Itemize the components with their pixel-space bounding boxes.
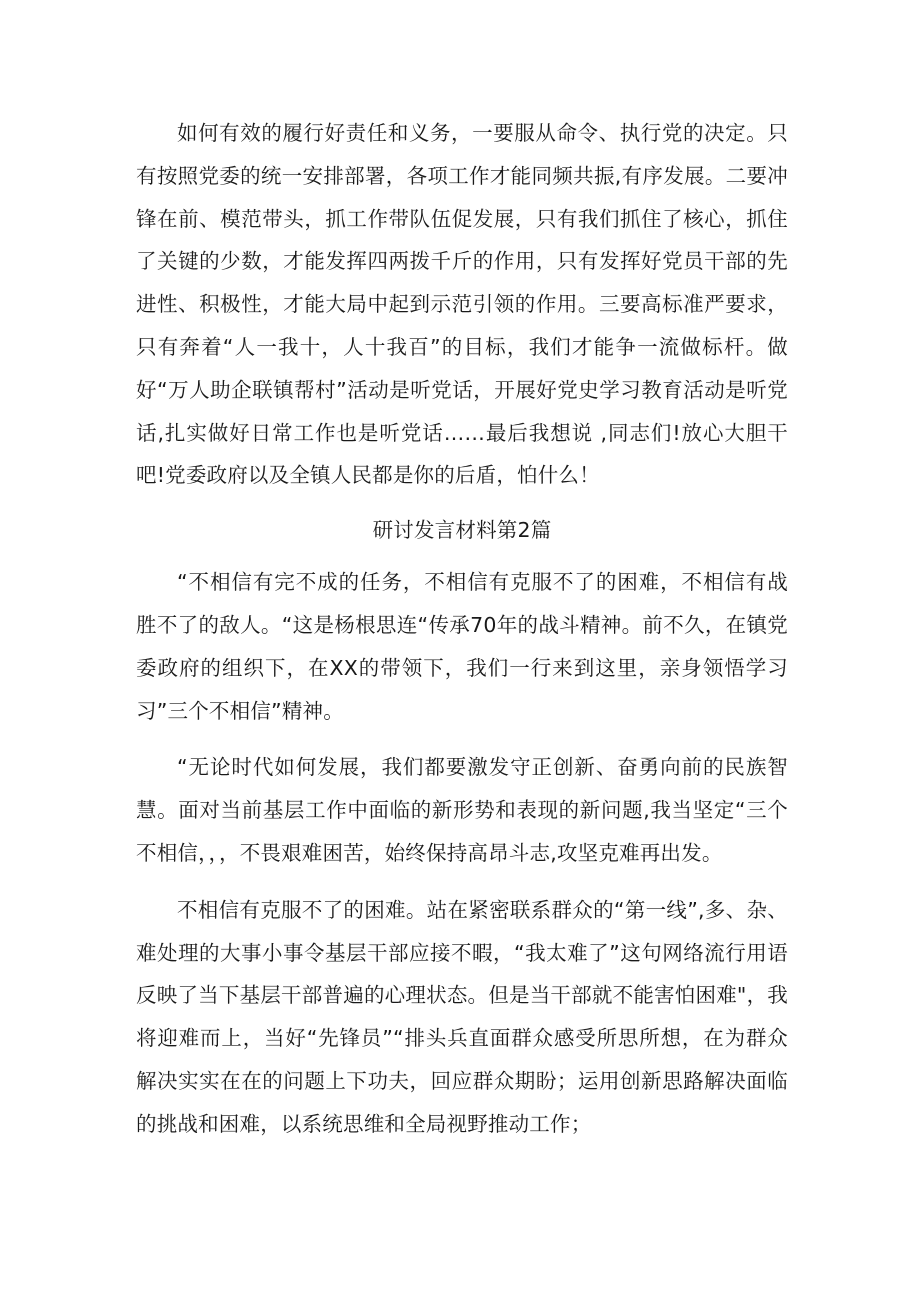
body-paragraph-3: “无论时代如何发展，我们都要激发守正创新、奋勇向前的民族智慧。面对当前基层工作中面临的新形势和表现的新问题,我当坚定“三个不相信，，，不畏艰难困苦，始终保持高昂斗志,攻坚克难再出发。 xyxy=(136,755,788,865)
body-paragraph-2: “不相信有完不成的任务，不相信有克服不了的困难，不相信有战胜不了的敌人。“这是杨根思连“传承70年的战斗精神。前不久，在镇党委政府的组织下，在XX的带领下，我们一行来到这里，亲身领悟学习习”三个不相信”精神。 xyxy=(136,570,788,723)
section-title: 研讨发言材料第2篇 xyxy=(372,518,552,543)
body-paragraph-4: 不相信有克服不了的困难。站在紧密联系群众的“第一线”,多、杂、难处理的大事小事令基层干部应接不暇，“我太难了”这句网络流行用语反映了当下基层干部普遍的心理状态。但是当干部就不能害怕困难"，我将迎难而上，当好“先锋员”“排头兵直面群众感受所思所想，在为群众解决实实在在的问题上下功夫，回应群众期盼；运用创新思路解决面临的挑战和困难，以系统思维和全局视野推动工作； xyxy=(136,897,788,1136)
document-page xyxy=(136,112,788,1146)
body-paragraph-1: 如何有效的履行好责任和义务，一要服从命令、执行党的决定。只有按照党委的统一安排部署，各项工作才能同频共振,有序发展。二要冲锋在前、模范带头，抓工作带队伍促发展，只有我们抓住了核心，抓住了关键的少数，才能发挥四两拨千斤的作用，只有发挥好党员干部的先进性、积极性，才能大局中起到示范引领的作用。三要高标准严要求，只有奔着“人一我十，人十我百”的目标，我们才能争一流做标杆。做好“万人助企联镇帮村”活动是听党话，开展好党史学习教育活动是听党话,扎实做好日常工作也是听党话……最后我想说 ,同志们!放心大胆干吧!党委政府以及全镇人民都是你的后盾，怕什么！ xyxy=(136,121,788,488)
